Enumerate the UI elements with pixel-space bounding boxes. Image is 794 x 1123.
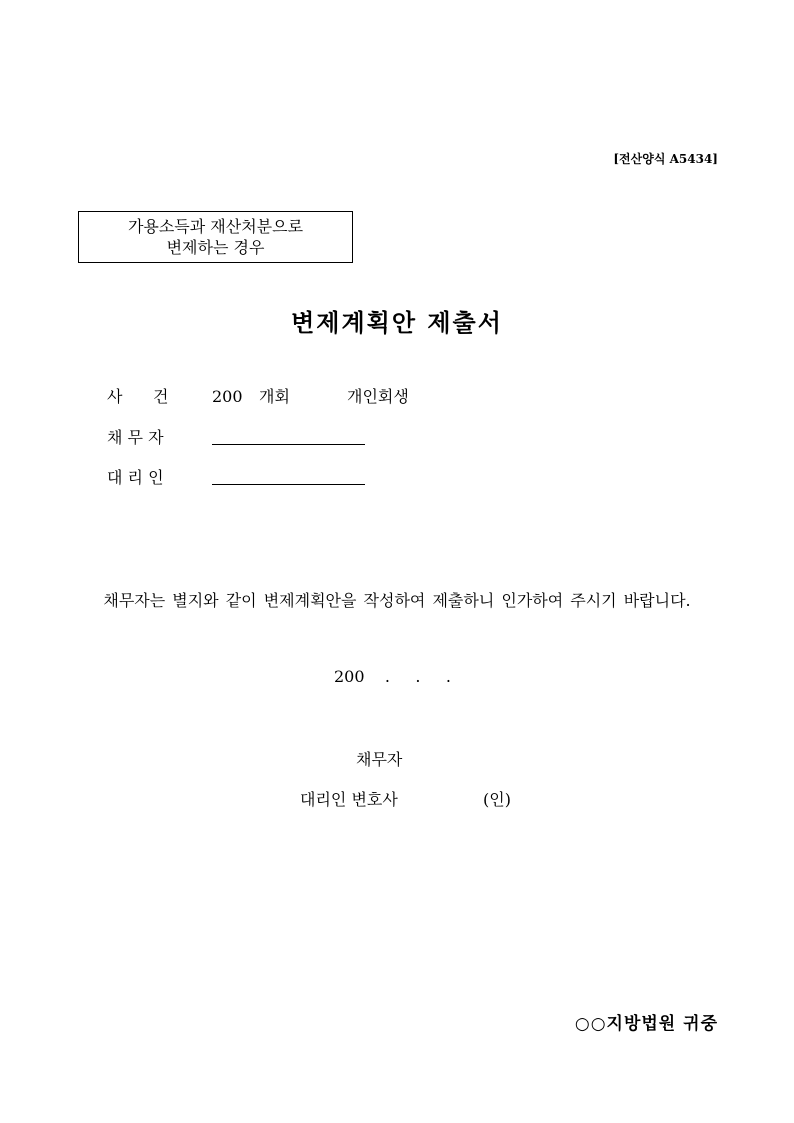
- court-addressee: ○○지방법원 귀중: [574, 1014, 718, 1034]
- case-year: 200: [212, 387, 243, 406]
- debtor-label: 채 무 자: [107, 428, 164, 447]
- signer-agent: 대리인 변호사: [300, 790, 398, 809]
- debtor-blank-line[interactable]: [212, 443, 365, 445]
- debtor-row: [107, 427, 212, 449]
- case-name: 개인회생: [347, 387, 409, 406]
- document-title: 변제계획안 제출서: [291, 308, 503, 337]
- case-type-box: [78, 211, 353, 263]
- agent-label: 대 리 인: [107, 468, 164, 487]
- agent-row: [107, 467, 212, 489]
- form-code: [전산양식 A5434]: [613, 152, 718, 166]
- case-row: [107, 386, 409, 408]
- seal-mark: (인): [483, 790, 511, 809]
- signer-debtor: 채무자: [356, 750, 403, 769]
- case-type-line2: 변제하는 경우: [166, 238, 265, 257]
- agent-blank-line[interactable]: [212, 483, 365, 485]
- signer-agent-row: [300, 787, 511, 810]
- petition-text: 채무자는 별지와 같이 변제계획안을 작성하여 제출하니 인가하여 주시기 바랍니다.: [103, 591, 691, 610]
- date-line: 200 . . .: [334, 667, 451, 686]
- case-type-line1: 가용소득과 재산처분으로: [127, 217, 304, 236]
- case-label: 사 건: [107, 387, 169, 406]
- case-type: 개회: [259, 387, 290, 406]
